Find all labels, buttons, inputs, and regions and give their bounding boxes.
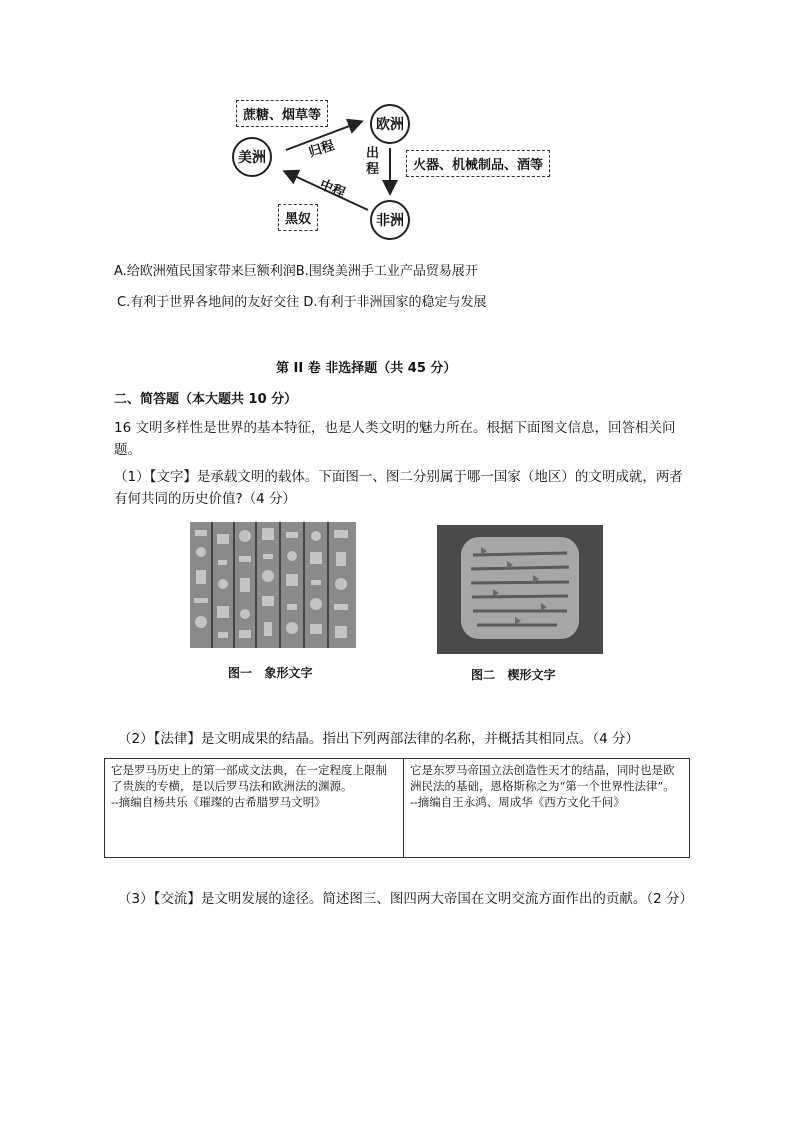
q16-intro: 16 文明多样性是世界的基本特征，也是人类文明的魅力所在。根据下面图文信息，回答相关问题。 [114,420,676,458]
q16-sub1: （1）【文字】是承载文明的载体。下面图一、图二分别属于哪一国家（地区）的文明成就，两者有何共同的历史价值?（4 分） [114,469,683,507]
option-a-b: A.给欧洲殖民国家带来巨额利润B.围绕美洲手工业产品贸易展开 [114,264,478,279]
q16-sub2: （2）【法律】是文明成果的结晶。指出下列两部法律的名称，并概括其相同点。（4 分） [118,731,639,747]
part-title: 二、简答题（本大题共 10 分） [114,392,298,407]
hieroglyph-image [190,522,356,648]
middle-trip-label: 中程 [317,177,348,202]
law-left-cell: 它是罗马历史上的第一部成文法典，在一定程度上限制了贵族的专横，是以后罗马法和欧洲法的渊源。 --摘编自杨共乐《璀璨的古希腊罗马文明》 [105,759,404,858]
europe-node: 欧洲 [370,104,410,144]
figure1-caption: 图一 象形文字 [228,666,313,680]
option-c-d: C.有利于世界各地间的友好交往 D.有利于非洲国家的稳定与发展 [117,295,487,310]
table-row [105,759,690,858]
section-title: 第 II 卷 非选择题（共 45 分） [276,361,457,376]
return-trip-label: 归程 [306,138,337,161]
outbound-trip-label: 出程 [366,146,380,177]
figure2-caption: 图二 楔形文字 [471,668,556,682]
law-right-cell: 它是东罗马帝国立法创造性天才的结晶，同时也是欧洲民法的基础，恩格斯称之为“第一个世界性法律”。 --摘编自王永鸿、周成华《西方文化千问》 [404,759,690,858]
africa-node: 非洲 [370,200,410,240]
return-goods-box: 蔗糖、烟草等 [236,100,328,127]
cuneiform-image [437,525,603,654]
outbound-goods-box: 火器、机械制品、酒等 [406,150,550,177]
slaves-box: 黑奴 [278,204,318,231]
triangular-trade-diagram [228,92,568,252]
q16-sub3: （3）【交流】是文明发展的途径。简述图三、图四两大帝国在文明交流方面作出的贡献。（2 分） [118,891,693,907]
law-comparison-table [104,758,690,858]
america-node: 美洲 [232,137,272,177]
